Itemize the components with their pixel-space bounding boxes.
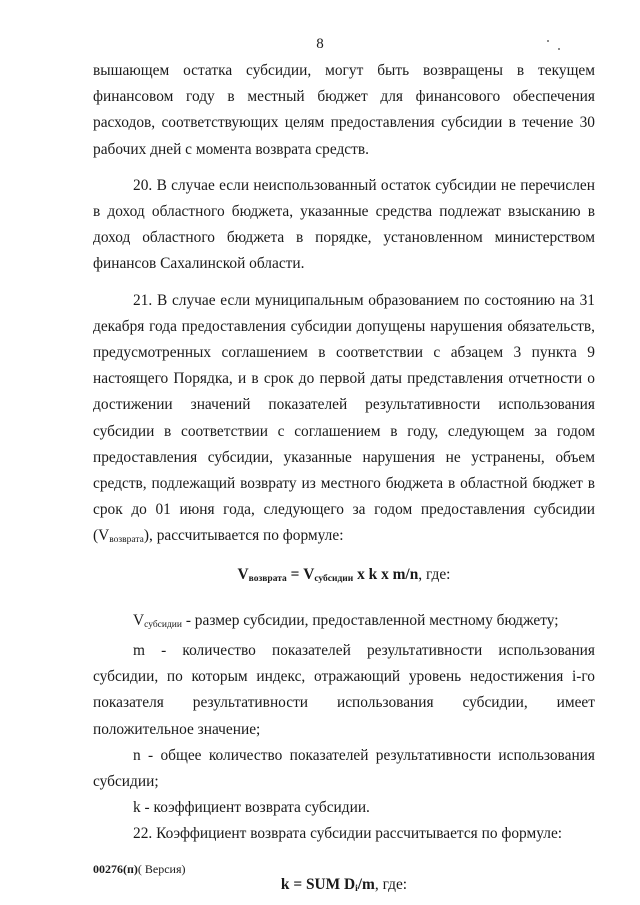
document-footer — [93, 862, 186, 877]
document-code: 00276(п) — [93, 862, 138, 876]
document-version: ( Версия) — [137, 862, 186, 876]
document-body — [93, 58, 595, 902]
paragraph-21-subscript: возврата — [109, 535, 144, 546]
paragraph-continuation: вышающем остатка субсидии, могут быть возвращены в текущем финансовом году в местный бюджет для финансового обеспечения расходов, соответствующих целям предоставления субсидии в течение 30 рабочих дней с момента возврата средств. — [93, 62, 595, 158]
paragraph-21-end: ), рассчитывается по формуле: — [143, 527, 344, 545]
paragraph-20: 20. В случае если неиспользованный остаток субсидии не перечислен в доход областного бюджета, указанные средства подлежат взысканию в доход областного бюджета в порядке, установленном министерством финансов Сахалинской области. — [93, 176, 595, 273]
paragraph-22: 22. Коэффициент возврата субсидии рассчитывается по формуле: — [133, 825, 563, 843]
page-number: 8 — [316, 36, 324, 52]
formula-return-volume: $V_{возврата} = V_{субсидии}$ x k x m/n, где: — [237, 565, 451, 584]
definition-v-subsidy: Vсубсидии - размер субсидии, предоставленной местному бюджету; — [133, 611, 559, 630]
definition-m: m - количество показателей результативности использования субсидии, по которым индекс, отражающий уровень недостижения i-го показателя результативности использования субсидии, имеет положительное значение; — [93, 642, 595, 738]
definition-k: k - коэффициент возврата субсидии. — [133, 799, 370, 817]
paragraph-21-text: 21. В случае если муниципальным образованием по состоянию на 31 декабря года предоставления субсидии допущены нарушения обязательств, предусмотренных соглашением в соответствии с абзацем 3 пункта 9 настоящего Порядка, и в срок до первой даты представления отчетности о достижении значений показателей результативности использования субсидии в соответствии с соглашением в году, следующем за годом предоставления субсидии, указанные нарушения не устранены, объем средств, подлежащий возврату из местного бюджета в областной бюджет в срок до 01 июня года, следующего за годом предоставления субсидии (V — [93, 291, 595, 545]
definition-n: n - общее количество показателей результативности использования субсидии; — [93, 746, 595, 791]
formula-return-coefficient: k = SUM $D_i/m$, где: — [280, 875, 408, 894]
paragraph-21 — [93, 288, 595, 554]
